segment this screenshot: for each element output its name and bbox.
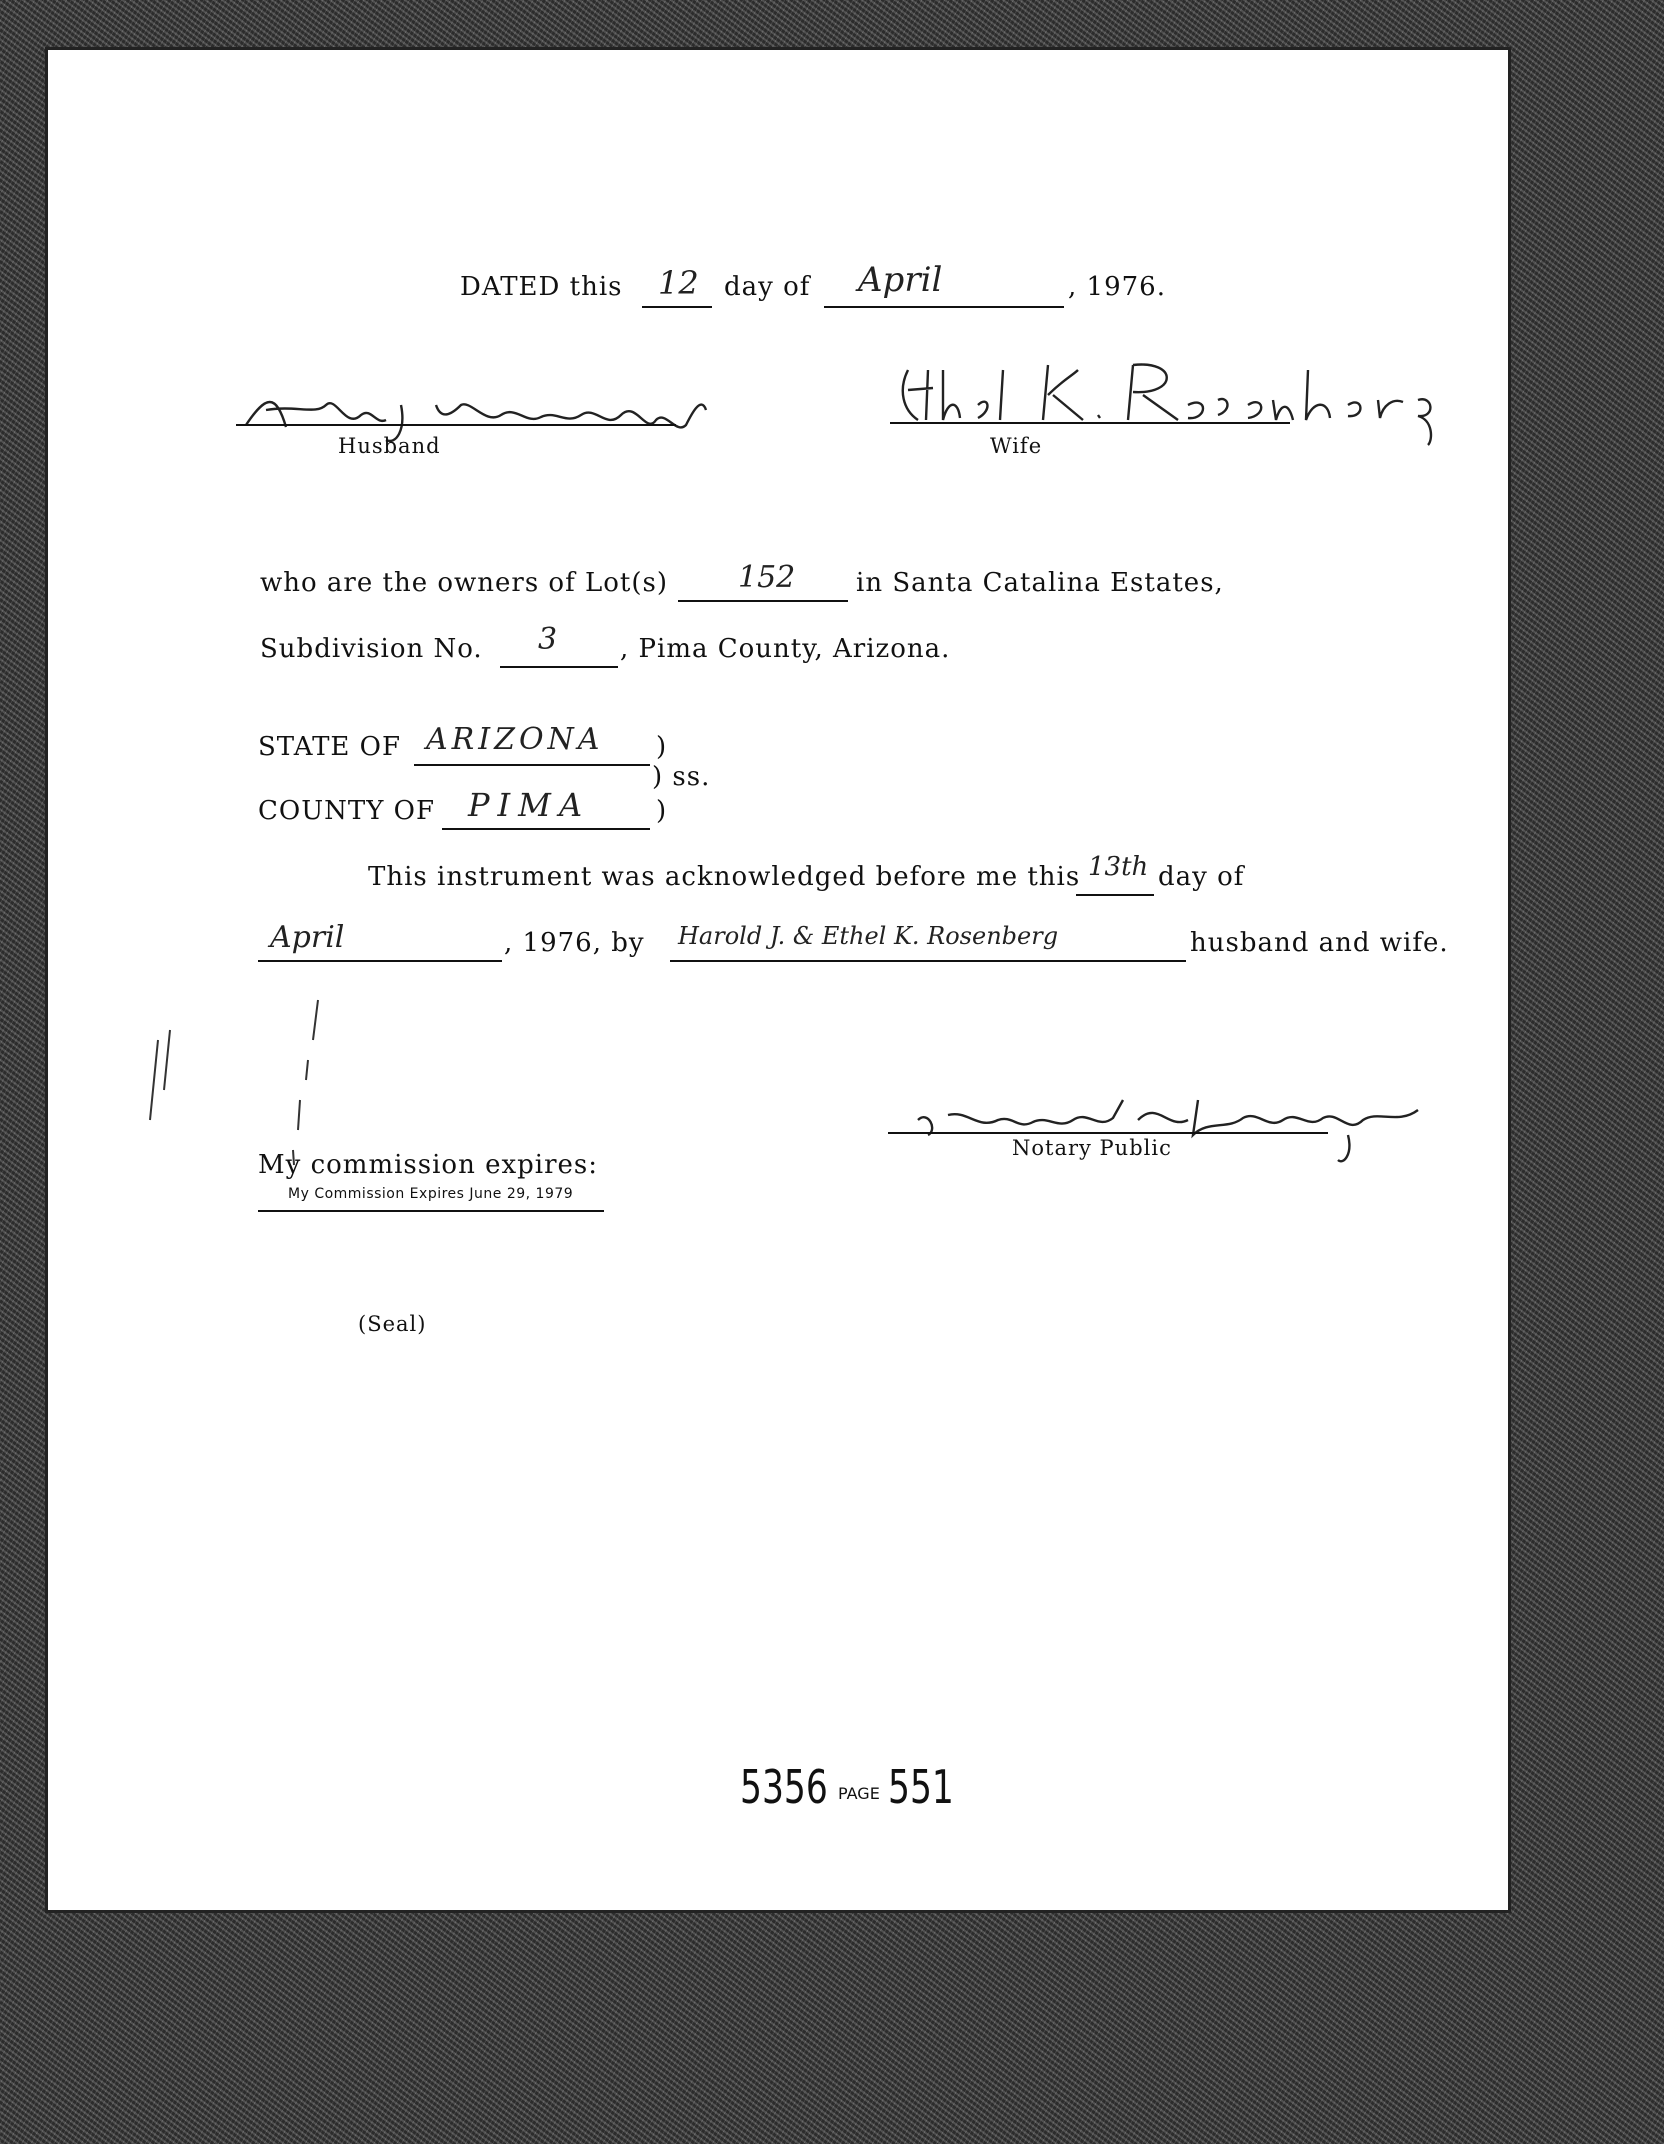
- county-label: COUNTY OF: [258, 796, 435, 826]
- wife-signature: [888, 350, 1448, 450]
- ack-month-value: April: [270, 920, 345, 955]
- notary-label: Notary Public: [1012, 1136, 1172, 1160]
- ack-names-value: Harold J. & Ethel K. Rosenberg: [678, 922, 1059, 950]
- seal-label: (Seal): [358, 1312, 427, 1336]
- ack-month-line: [258, 960, 502, 962]
- document-page: [48, 50, 1508, 1910]
- ack-day-value: 13th: [1088, 852, 1149, 882]
- ss-label: ) ss.: [652, 762, 711, 792]
- dated-month-line: [824, 306, 1064, 308]
- husband-label: Husband: [338, 434, 441, 458]
- dated-suffix: , 1976.: [1068, 272, 1166, 302]
- county-value: PIMA: [468, 786, 591, 824]
- state-value: ARIZONA: [426, 722, 604, 757]
- ack-names-line: [670, 960, 1186, 962]
- dated-day-line: [642, 306, 712, 308]
- commission-label: My commission expires:: [258, 1150, 599, 1180]
- subdivision-value: 3: [538, 622, 558, 657]
- dated-day-value: 12: [658, 264, 699, 302]
- dated-month-value: April: [858, 260, 943, 300]
- state-paren: ): [656, 732, 668, 762]
- subdivision-suffix: , Pima County, Arizona.: [620, 634, 951, 664]
- ack-line1-prefix: This instrument was acknowledged before me this: [368, 862, 1081, 892]
- wife-label: Wife: [990, 434, 1043, 458]
- lot-value: 152: [738, 560, 796, 595]
- commission-line: [258, 1210, 604, 1212]
- footer-docket-number: 5356: [740, 1760, 828, 1814]
- wife-signature-line: [890, 422, 1290, 424]
- notary-signature: [898, 1080, 1458, 1170]
- ack-line1-suffix: day of: [1158, 862, 1245, 892]
- notary-signature-line: [888, 1132, 1328, 1134]
- commission-stamp: My Commission Expires June 29, 1979: [288, 1186, 574, 1202]
- footer-page-word: PAGE: [838, 1784, 880, 1803]
- lot-prefix: who are the owners of Lot(s): [260, 568, 668, 598]
- dated-mid: day of: [724, 272, 811, 302]
- ack-line2-suffix: husband and wife.: [1190, 928, 1449, 958]
- dated-prefix: DATED this: [460, 272, 623, 302]
- state-line: [414, 764, 650, 766]
- ack-line2-mid: , 1976, by: [504, 928, 645, 958]
- husband-signature-line: [236, 424, 676, 426]
- husband-signature: [236, 375, 716, 455]
- lot-suffix: in Santa Catalina Estates,: [856, 568, 1224, 598]
- lot-line: [678, 600, 848, 602]
- state-label: STATE OF: [258, 732, 402, 762]
- subdivision-prefix: Subdivision No.: [260, 634, 483, 664]
- subdivision-line: [500, 666, 618, 668]
- ack-day-line: [1076, 894, 1154, 896]
- footer-page-number: 551: [888, 1760, 954, 1814]
- county-paren: ): [656, 796, 668, 826]
- county-line: [442, 828, 650, 830]
